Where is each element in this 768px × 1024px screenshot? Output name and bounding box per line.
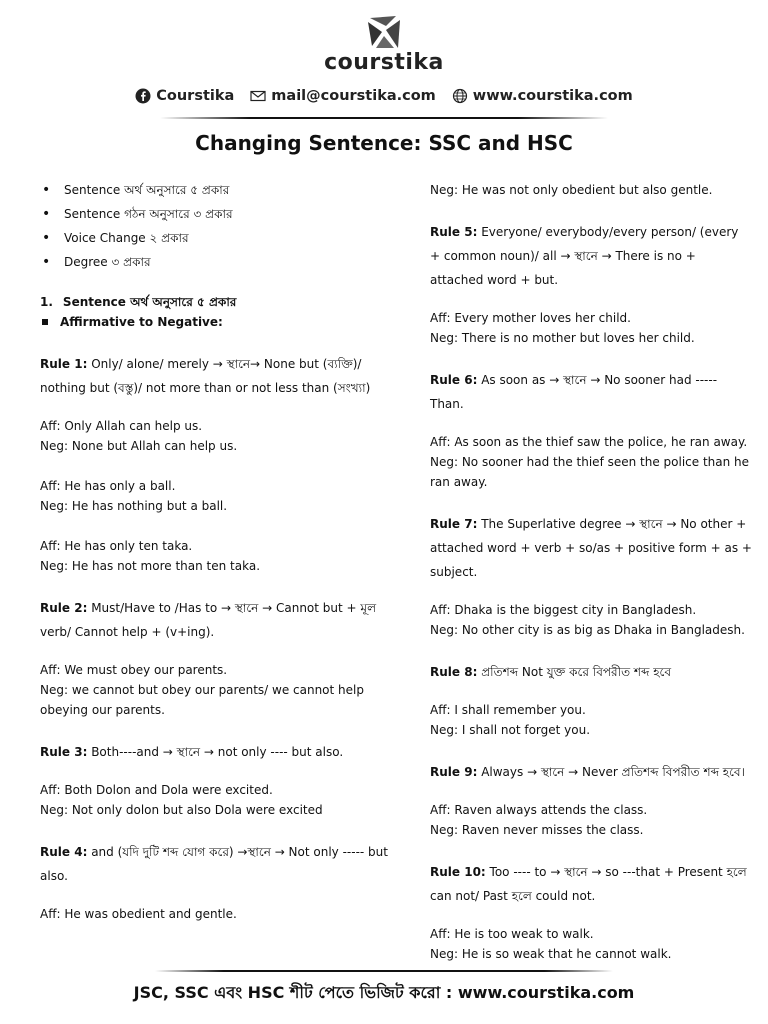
rule-text: প্রতিশব্দ Not যুক্ত করে বিপরীত শব্দ হবে <box>477 665 672 679</box>
rule-text: Everyone/ everybody/every person/ (every + common noun)/ all → স্থানে → There is no + attached word + but. <box>430 225 739 287</box>
example-aff: Aff: We must obey our parents. <box>40 663 228 677</box>
rule-text: The Superlative degree → স্থানে → No other + attached word + verb + so/as + positive form + as + subject. <box>430 517 752 579</box>
rule-label: Rule 4: <box>40 845 88 859</box>
facebook-contact[interactable] <box>135 88 234 104</box>
rule-label: Rule 1: <box>40 357 88 371</box>
rule-6 <box>430 368 752 416</box>
courstika-logo-icon <box>366 14 402 50</box>
rule-text: Must/Have to /Has to → স্থানে → Cannot but + মূল verb/ Cannot help + (v+ing). <box>40 601 377 639</box>
website-contact[interactable] <box>452 88 633 104</box>
example-neg: Neg: No other city is as big as Dhaka in Bangladesh. <box>430 623 745 637</box>
example-neg: Neg: No sooner had the thief seen the police than he ran away. <box>430 455 750 489</box>
subsection-heading <box>40 312 392 332</box>
contact-bar <box>0 88 768 104</box>
rule-3 <box>40 740 392 764</box>
rule-4 <box>40 840 392 888</box>
left-column <box>40 180 392 924</box>
footer-banner: JSC, SSC এবং HSC শীট পেতে ভিজিট করো : www.courstika.com <box>133 983 635 1002</box>
brand-name: courstika <box>324 50 444 75</box>
example-neg: Neg: Raven never misses the class. <box>430 823 644 837</box>
rule-7 <box>430 512 752 584</box>
rule-label: Rule 5: <box>430 225 478 239</box>
website-label: www.courstika.com <box>472 88 633 104</box>
example-neg: Neg: I shall not forget you. <box>430 723 591 737</box>
rule-text: and (যদি দুটি শব্দ যোগ করে) →স্থানে → Not only ----- but also. <box>40 845 388 883</box>
example-neg: Neg: None but Allah can help us. <box>40 439 238 453</box>
example-aff: Aff: He is too weak to walk. <box>430 927 594 941</box>
example-aff: Aff: He has only a ball. <box>40 479 176 493</box>
list-item: • Voice Change ২ প্রকার <box>40 228 392 248</box>
section-title: Sentence অর্থ অনুসারে ৫ প্রকার <box>62 295 237 309</box>
rule-label: Rule 3: <box>40 745 88 759</box>
page-header <box>0 0 768 120</box>
example-neg: Neg: There is no mother but loves her child. <box>430 331 695 345</box>
section-number: 1. <box>40 295 53 309</box>
rule-2 <box>40 596 392 644</box>
rule-label: Rule 10: <box>430 865 486 879</box>
footer-divider <box>155 970 613 972</box>
section-heading <box>40 292 392 312</box>
list-item: • Sentence গঠন অনুসারে ৩ প্রকার <box>40 204 392 224</box>
rule-9 <box>430 760 752 784</box>
rule-label: Rule 6: <box>430 373 478 387</box>
example-neg: Neg: He has not more than ten taka. <box>40 559 261 573</box>
globe-icon <box>452 88 468 104</box>
header-divider <box>160 117 608 119</box>
topic-list <box>40 180 392 272</box>
subsection-title: Affirmative to Negative: <box>60 315 223 329</box>
example-aff: Aff: Both Dolon and Dola were excited. <box>40 783 273 797</box>
facebook-label: Courstika <box>156 88 235 104</box>
rule-text: Always → স্থানে → Never প্রতিশব্দ বিপরীত শব্দ হবে। <box>477 765 745 779</box>
rule-label: Rule 9: <box>430 765 478 779</box>
right-column <box>430 180 752 964</box>
rule-10 <box>430 860 752 908</box>
email-label: mail@courstika.com <box>271 88 436 104</box>
example-aff: Aff: Only Allah can help us. <box>40 419 203 433</box>
rule-8 <box>430 660 752 684</box>
rule-label: Rule 8: <box>430 665 478 679</box>
example-aff: Aff: He was obedient and gentle. <box>40 907 237 921</box>
rule-text: Both----and → স্থানে → not only ---- but also. <box>87 745 344 759</box>
page-title: Changing Sentence: SSC and HSC <box>195 131 573 155</box>
example-aff: Aff: Every mother loves her child. <box>430 311 631 325</box>
example-aff: Aff: Raven always attends the class. <box>430 803 648 817</box>
rule-text: Only/ alone/ merely → স্থানে→ None but (ব্যক্তি)/ nothing but (বস্তু)/ not more than or not less than (সংখ্যা) <box>40 357 371 395</box>
example-aff: Aff: Dhaka is the biggest city in Bangladesh. <box>430 603 697 617</box>
example-neg: Neg: we cannot but obey our parents/ we cannot help obeying our parents. <box>40 683 364 717</box>
rule-text: Too ---- to → স্থানে → so ---that + Present হলে can not/ Past হলে could not. <box>430 865 747 903</box>
example-neg: Neg: He has nothing but a ball. <box>40 499 228 513</box>
rule-label: Rule 7: <box>430 517 478 531</box>
example-neg: Neg: He is so weak that he cannot walk. <box>430 947 672 961</box>
example-aff: Aff: As soon as the thief saw the police, he ran away. <box>430 435 748 449</box>
email-contact[interactable] <box>250 88 436 104</box>
square-bullet-icon <box>42 319 48 325</box>
facebook-icon <box>135 88 151 104</box>
list-item: • Sentence অর্থ অনুসারে ৫ প্রকার <box>40 180 392 200</box>
example-neg: Neg: He was not only obedient but also gentle. <box>430 183 713 197</box>
rule-text: As soon as → স্থানে → No sooner had ----- Than. <box>430 373 718 411</box>
example-neg: Neg: Not only dolon but also Dola were excited <box>40 803 323 817</box>
rule-5 <box>430 220 752 292</box>
rule-1 <box>40 352 392 400</box>
example-aff: Aff: I shall remember you. <box>430 703 586 717</box>
list-item: • Degree ৩ প্রকার <box>40 252 392 272</box>
rule-label: Rule 2: <box>40 601 88 615</box>
example-aff: Aff: He has only ten taka. <box>40 539 193 553</box>
mail-icon <box>250 88 266 104</box>
